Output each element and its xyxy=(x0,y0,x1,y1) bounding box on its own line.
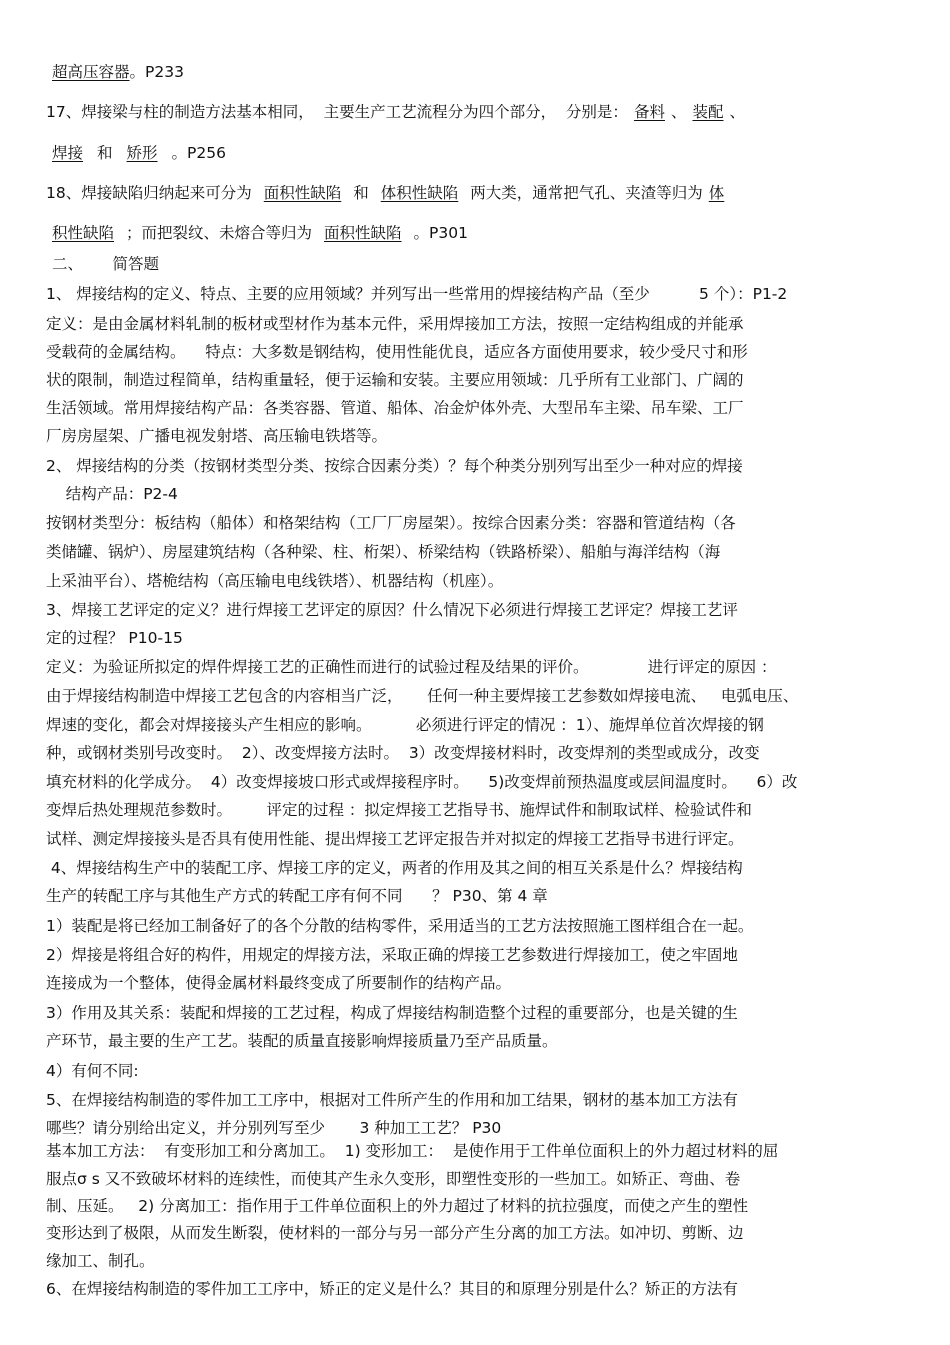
answer-1-line: 定义：是由金属材料轧制的板材或型材作为基本元件，采用焊接加工方法，按照一定结构组成的并能承 xyxy=(46,315,744,333)
answer-4-line: 连接成为一个整体，使得金属材料最终变成了所要制作的结构产品。 xyxy=(46,974,512,992)
question-4: 4、焊接结构生产中的装配工序、焊接工序的定义，两者的作用及其之间的相互关系是什么？焊接结构 xyxy=(46,859,743,877)
answer-4-line: 2）焊接是将组合好的构件，用规定的焊接方法，采取正确的焊接工艺参数进行焊接加工，使之牢固地 xyxy=(46,946,738,964)
answer-2-line: 按钢材类型分：板结构（船体）和格架结构（工厂厂房屋架）。按综合因素分类：容器和管道结构（各 xyxy=(46,514,736,532)
answer-4-line: 产环节，最主要的生产工艺。装配的质量直接影响焊接质量乃至产品质量。 xyxy=(46,1032,558,1050)
answer-5-line: 服点σ s 又不致破坏材料的连续性，而使其产生永久变形，即塑性变形的一些加工。如矫正、弯曲、卷 xyxy=(46,1170,741,1188)
answer-3-line: 由于焊接结构制造中焊接工艺包含的内容相当广泛， 任何一种主要焊接工艺参数如焊接电流、 电弧电压、 xyxy=(46,687,799,705)
answer-4-line: 4）有何不同: xyxy=(46,1062,139,1080)
question-5: 5、在焊接结构制造的零件加工工序中，根据对工件所产生的作用和加工结果，钢材的基本加工方法有 xyxy=(46,1091,738,1109)
question-3: 3、焊接工艺评定的定义？进行焊接工艺评定的原因？什么情况下必须进行焊接工艺评定？焊接工艺评 xyxy=(46,601,738,619)
question-17-line: 17、焊接梁与柱的制造方法基本相同， 主要生产工艺流程分为四个部分， 分别是： 备料 、 装配 、 xyxy=(46,103,745,121)
blank-answer: 焊接 xyxy=(52,144,84,162)
blank-answer: 体积性缺陷 xyxy=(380,184,459,202)
blank-answer: 装配 xyxy=(692,103,724,121)
answer-5-line: 制、压延。 2) 分离加工：指作用于工件单位面积上的外力超过了材料的抗拉强度，而使之产生的塑性 xyxy=(46,1197,749,1215)
question-18-line: 18、焊接缺陷归纳起来可分为 面积性缺陷 和 体积性缺陷 两大类，通常把气孔、夹渣等归为 体 xyxy=(46,184,725,202)
blank-answer: 体 xyxy=(708,184,725,202)
blank-answer: 面积性缺陷 xyxy=(324,224,402,242)
answer-1-line: 受载荷的金属结构。 特点：大多数是钢结构，使用性能优良，适应各方面使用要求，较少受尺寸和形 xyxy=(46,343,748,361)
answer-5-line: 缘加工、制孔。 xyxy=(46,1252,155,1270)
question-2: 2、 焊接结构的分类（按钢材类型分类、按综合因素分类）？每个种类分别列写出至少一种对应的焊接 xyxy=(46,457,743,475)
question-4-line-2: 生产的转配工序与其他生产方式的转配工序有何不同 ？ P30、第 4 章 xyxy=(46,887,548,905)
answer-5-line: 基本加工方法： 有变形加工和分离加工。 1) 变形加工： 是使作用于工件单位面积上的外力超过材料的屈 xyxy=(46,1142,779,1160)
blank-answer: 超高压容器 xyxy=(52,63,130,81)
answer-3-line: 变焊后热处理规范参数时。 评定的过程 ：拟定焊接工艺指导书、施焊试件和制取试样、检验试件和 xyxy=(46,801,752,819)
answer-1-line: 生活领域。常用焊接结构产品：各类容器、管道、船体、冶金炉体外壳、大型吊车主梁、吊车梁、工厂 xyxy=(46,399,744,417)
answer-1-line: 厂房房屋架、广播电视发射塔、高压输电铁塔等。 xyxy=(46,427,388,445)
answer-1-line: 状的限制，制造过程简单，结构重量轻，便于运输和安装。主要应用领域：几乎所有工业部门、广阔的 xyxy=(46,371,744,389)
question-2-line-2: 结构产品：P2-4 xyxy=(46,485,178,503)
answer-3-line: 定义：为验证所拟定的焊件焊接工艺的正确性而进行的试验过程及结果的评价。 进行评定的原因 ： xyxy=(46,658,777,676)
answer-3-line: 焊速的变化，都会对焊接接头产生相应的影响。 必须进行评定的情况 ：1）、施焊单位首次焊接的钢 xyxy=(46,716,764,734)
question-17-line-2: 焊接 和 矫形 。P256 xyxy=(52,144,226,162)
blank-answer: 面积性缺陷 xyxy=(263,184,342,202)
question-3-line-2: 定的过程？ P10-15 xyxy=(46,629,183,647)
question-6: 6、在焊接结构制造的零件加工工序中，矫正的定义是什么？其目的和原理分别是什么？矫正的方法有 xyxy=(46,1280,738,1298)
answer-2-line: 上采油平台）、塔桅结构（高压输电电线铁塔）、机器结构（机座）。 xyxy=(46,572,504,590)
answer-4-line: 1）装配是将已经加工制备好了的各个分散的结构零件，采用适当的工艺方法按照施工图样组合在一起。 xyxy=(46,917,754,935)
blank-answer: 矫形 xyxy=(126,144,158,162)
answer-2-line: 类储罐、锅炉）、房屋建筑结构（各种梁、柱、桁架）、桥梁结构（铁路桥梁）、船舶与海洋结构（海 xyxy=(46,543,721,561)
answer-4-line: 3）作用及其关系：装配和焊接的工艺过程，构成了焊接结构制造整个过程的重要部分，也是关键的生 xyxy=(46,1004,738,1022)
question-1: 1、 焊接结构的定义、特点、主要的应用领域？并列写出一些常用的焊接结构产品（至少 5 个）：P1-2 xyxy=(46,285,788,303)
question-5-line-2: 哪些？请分别给出定义，并分别列写至少 3 种加工工艺？ P30 xyxy=(46,1119,502,1137)
answer-3-line: 种，或钢材类别号改变时。 2）、改变焊接方法时。 3）改变焊接材料时，改变焊剂的类型或成分，改变 xyxy=(46,744,760,762)
answer-5-line: 变形达到了极限，从而发生断裂，使材料的一部分与另一部分产生分离的加工方法。如冲切、剪断、边 xyxy=(46,1224,744,1242)
question-18-line-2: 积性缺陷 ；而把裂纹、未熔合等归为 面积性缺陷 。P301 xyxy=(52,224,468,242)
answer-3-line: 填充材料的化学成分。 4）改变焊接坡口形式或焊接程序时。 5)改变焊前预热温度或层间温度时。 6）改 xyxy=(46,773,798,791)
answer-3-line: 试样、测定焊接接头是否具有使用性能、提出焊接工艺评定报告并对拟定的焊接工艺指导书进行评定。 xyxy=(46,830,744,848)
section-heading: 二、 简答题 xyxy=(52,255,160,273)
blank-answer: 备料 xyxy=(633,103,665,121)
blank-line-1: 超高压容器。P233 xyxy=(52,63,184,81)
blank-answer: 积性缺陷 xyxy=(52,224,115,242)
